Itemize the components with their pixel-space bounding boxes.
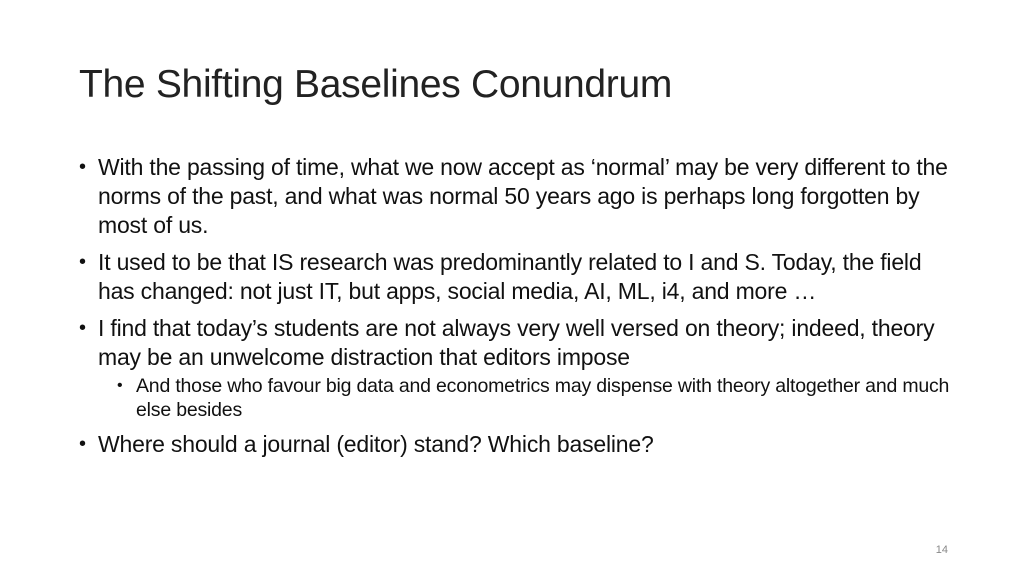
- bullet-list: [79, 153, 959, 467]
- bullet-text: Where should a journal (editor) stand? Which baseline?: [98, 431, 654, 457]
- sub-bullet-item: [117, 374, 959, 422]
- bullet-marker: •: [79, 156, 86, 178]
- bullet-marker: •: [79, 317, 86, 339]
- page-number: 14: [935, 544, 948, 556]
- bullet-marker: •: [79, 433, 86, 455]
- bullet-text: I find that today’s students are not always very well versed on theory; indeed, theory may be an unwelcome distraction that editors impose: [98, 315, 935, 370]
- bullet-text: It used to be that IS research was predominantly related to I and S. Today, the field has changed: not just IT, but apps, social media, AI, ML, i4, and more …: [98, 249, 922, 304]
- bullet-marker: •: [79, 251, 86, 273]
- sub-bullet-text: And those who favour big data and econometrics may dispense with theory altogether and much else besides: [136, 375, 950, 421]
- bullet-item: [79, 248, 959, 306]
- bullet-item: [79, 430, 959, 459]
- bullet-item: [79, 314, 959, 372]
- bullet-text: With the passing of time, what we now accept as ‘normal’ may be very different to the norms of the past, and what was normal 50 years ago is perhaps long forgotten by most of us.: [98, 154, 948, 238]
- slide-title: The Shifting Baselines Conundrum: [79, 63, 673, 106]
- sub-bullet-marker: •: [117, 377, 123, 394]
- bullet-item: [79, 153, 959, 240]
